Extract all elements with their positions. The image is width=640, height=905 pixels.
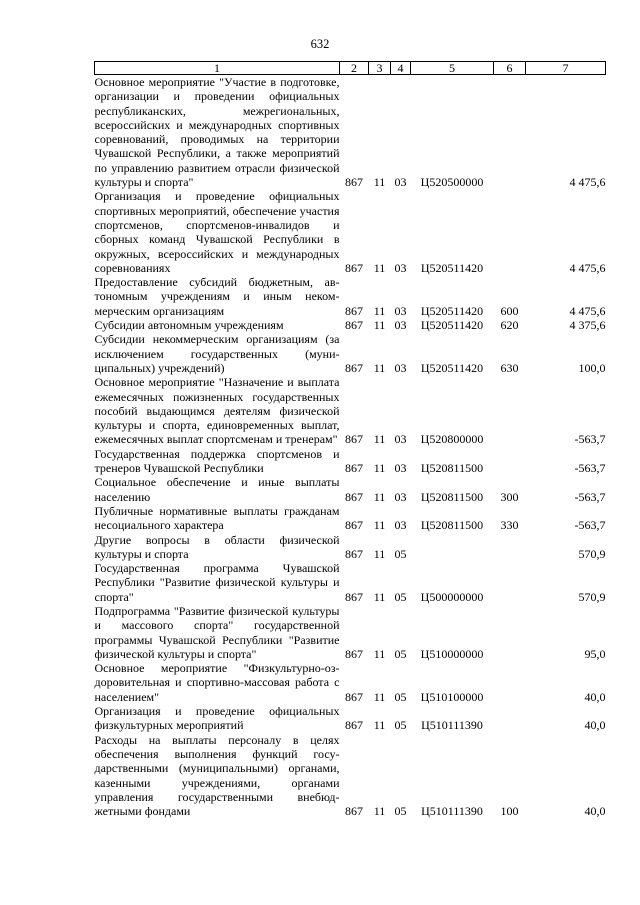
row-name: Другие вопросы в области физической культуры и спорта — [94, 532, 340, 561]
header-cell: 7 — [526, 62, 606, 75]
ministry-code: 867 — [345, 518, 363, 533]
row-name: Основное мероприятие "Участие в подготовке, организации и проведении официальных республиканских, межрегиональных, всероссийских и международных спортивных соревнований, проводимых на территории Чувашской Республики, а также мероприятий по управлению развитием отрасли физической культуры и спорта" — [94, 75, 340, 190]
subsection-code: 05 — [394, 689, 407, 704]
row-name: Предоставление субсидий бюджетным, автономным учреждениям и иным некоммерческим организациям — [94, 275, 340, 318]
expense-type-code — [494, 189, 526, 275]
header-cell: 6 — [494, 62, 526, 75]
section-code: 11 — [373, 260, 386, 275]
table-row — [95, 504, 606, 533]
section-code: 11 — [373, 518, 386, 533]
row-name: Расходы на выплаты персоналу в целях обеспечения выполнения функций государственными (муниципальными) органами, казенными учреждениями, органами управления государственными внебюджетными фондами — [94, 732, 340, 819]
expense-type-code: 620 — [500, 318, 519, 333]
subsection-code: 03 — [394, 518, 407, 533]
target-article-code: Ц520500000 — [420, 175, 484, 190]
subsection-code: 03 — [394, 303, 407, 318]
subsection-code: 03 — [394, 489, 407, 504]
amount-value: 4 475,6 — [569, 303, 606, 318]
ministry-code: 867 — [345, 489, 363, 504]
section-code: 11 — [373, 589, 386, 604]
subsection-code: 05 — [394, 804, 407, 819]
header-cell: 2 — [340, 62, 369, 75]
subsection-code: 05 — [394, 546, 407, 561]
row-name: Подпрограмма "Развитие физической культуры и массового спорта" государственной программы Чувашской Республики "Развитие физической культуры и спорта" — [94, 603, 340, 661]
amount-value: 4 375,6 — [569, 318, 606, 333]
row-name: Публичные нормативные выплаты гражданам несоциального характера — [94, 503, 340, 533]
table-row — [95, 447, 606, 476]
ministry-code: 867 — [345, 461, 363, 476]
amount-value: 570,9 — [578, 546, 606, 561]
amount-value: 100,0 — [578, 360, 606, 375]
expense-type-code: 300 — [500, 489, 519, 504]
section-code: 11 — [373, 804, 386, 819]
budget-table — [94, 61, 606, 818]
header-cell: 3 — [369, 62, 391, 75]
table-row — [95, 561, 606, 604]
ministry-code: 867 — [345, 432, 363, 447]
table-row — [95, 332, 606, 375]
target-article-code: Ц520511420 — [420, 318, 484, 333]
page-number: 632 — [310, 37, 330, 51]
expense-type-code: 100 — [500, 804, 519, 819]
amount-value: -563,7 — [574, 489, 606, 504]
row-name: Основное мероприятие "Физкультурно-оздоровительная и спортивно-массовая работа с населением" — [94, 661, 340, 704]
amount-value: -563,7 — [574, 518, 606, 533]
table-row — [95, 533, 606, 562]
amount-value: -563,7 — [574, 461, 606, 476]
ministry-code: 867 — [345, 718, 363, 733]
expense-type-code: 630 — [500, 360, 519, 375]
table-row — [95, 375, 606, 446]
target-article-code: Ц520811500 — [420, 518, 484, 533]
expense-type-code — [494, 75, 526, 190]
target-article-code: Ц510111390 — [421, 804, 483, 819]
expense-type-code — [494, 704, 526, 733]
ministry-code: 867 — [345, 260, 363, 275]
row-name: Социальное обеспечение и иные выплаты населению — [94, 475, 340, 504]
section-code: 11 — [373, 432, 386, 447]
ministry-code: 867 — [345, 589, 363, 604]
ministry-code: 867 — [345, 646, 363, 661]
target-article-code: Ц520511420 — [420, 303, 484, 318]
target-article-code: Ц500000000 — [420, 589, 484, 604]
subsection-code: 03 — [394, 432, 407, 447]
section-code: 11 — [373, 546, 386, 561]
ministry-code: 867 — [345, 175, 363, 190]
table-row — [95, 661, 606, 704]
ministry-code: 867 — [345, 318, 363, 333]
expense-type-code — [494, 375, 526, 446]
table-row — [95, 189, 606, 275]
row-name: Организация и проведение официальных спортивных мероприятий, обеспечение участия спортсменов, спортсменов-инвалидов и сборных команд Чувашской Республики в окружных, всероссийских и международных соревнованиях — [94, 189, 340, 275]
amount-value: 4 475,6 — [569, 175, 606, 190]
row-name: Государственная поддержка спортсменов и тренеров Чувашской Республики — [94, 446, 340, 476]
subsection-code: 03 — [394, 260, 407, 275]
table-row — [95, 318, 606, 332]
table-row — [95, 75, 606, 190]
header-cell: 1 — [95, 62, 340, 75]
row-name: Основное мероприятие "Назначение и выплата ежемесячных пожизненных государственных пособий выдающимся деятелям физической культуры и спорта, единовременных выплат, ежемесячных выплат спортсменам и тренерам" — [94, 375, 340, 447]
ministry-code: 867 — [345, 360, 363, 375]
expense-type-code — [494, 604, 526, 661]
amount-value: 4 475,6 — [569, 260, 606, 275]
table-row — [95, 275, 606, 318]
subsection-code: 03 — [394, 318, 407, 333]
section-code: 11 — [373, 461, 386, 476]
target-article-code: Ц510100000 — [420, 689, 484, 704]
table-row — [95, 733, 606, 819]
subsection-code: 03 — [394, 360, 407, 375]
subsection-code: 05 — [394, 589, 407, 604]
subsection-code: 05 — [394, 718, 407, 733]
header-cell: 5 — [411, 62, 494, 75]
expense-type-code: 600 — [500, 303, 519, 318]
table-row — [95, 604, 606, 661]
row-name: Организация и проведение официальных физкультурных мероприятий — [94, 704, 340, 733]
target-article-code: Ц520811500 — [420, 489, 484, 504]
ministry-code: 867 — [345, 804, 363, 819]
section-code: 11 — [373, 689, 386, 704]
target-article-code: Ц510111390 — [421, 718, 483, 733]
target-article-code: Ц520800000 — [420, 432, 484, 447]
header-cell: 4 — [391, 62, 411, 75]
subsection-code: 03 — [394, 461, 407, 476]
table-row — [95, 704, 606, 733]
row-name: Государственная программа Чувашской Республики "Развитие физической культуры и спорта" — [94, 561, 340, 604]
row-name: Субсидии некоммерческим организациям (за исключением государственных (муниципальных) учреждений) — [94, 332, 340, 375]
ministry-code: 867 — [345, 303, 363, 318]
section-code: 11 — [373, 360, 386, 375]
target-article-code — [411, 533, 494, 562]
section-code: 11 — [373, 646, 386, 661]
section-code: 11 — [373, 489, 386, 504]
expense-type-code — [494, 661, 526, 704]
section-code: 11 — [373, 303, 386, 318]
expense-type-code — [494, 561, 526, 604]
target-article-code: Ц520511420 — [420, 360, 484, 375]
amount-value: 570,9 — [578, 589, 606, 604]
amount-value: 40,0 — [584, 718, 606, 733]
subsection-code: 05 — [394, 646, 407, 661]
table-row — [95, 475, 606, 504]
table-header-row — [95, 62, 606, 75]
expense-type-code — [494, 533, 526, 562]
ministry-code: 867 — [345, 689, 363, 704]
amount-value: 40,0 — [584, 804, 606, 819]
target-article-code: Ц510000000 — [420, 646, 484, 661]
target-article-code: Ц520811500 — [420, 461, 484, 476]
amount-value: 40,0 — [584, 689, 606, 704]
amount-value: -563,7 — [574, 432, 606, 447]
subsection-code: 03 — [394, 175, 407, 190]
ministry-code: 867 — [345, 546, 363, 561]
section-code: 11 — [373, 175, 386, 190]
amount-value: 95,0 — [584, 646, 606, 661]
expense-type-code: 330 — [500, 518, 519, 533]
section-code: 11 — [373, 718, 386, 733]
row-name: Субсидии автономным учреждениям — [94, 318, 284, 333]
section-code: 11 — [373, 318, 386, 333]
expense-type-code — [494, 447, 526, 476]
target-article-code: Ц520511420 — [420, 260, 484, 275]
